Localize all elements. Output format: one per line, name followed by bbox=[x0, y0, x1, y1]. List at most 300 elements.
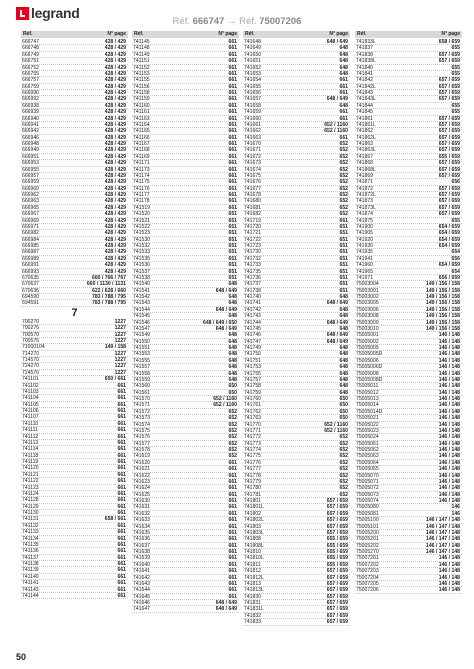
ref-cell: 741722 bbox=[244, 236, 261, 243]
page-cell: 654 / 659 bbox=[438, 236, 460, 243]
page-cell: 648 / 649 bbox=[215, 306, 237, 313]
page-title bbox=[0, 16, 474, 27]
ref-cell: 741755 bbox=[244, 370, 261, 377]
ref-cell: 741113 bbox=[22, 439, 39, 446]
page-cell: 146 / 148 bbox=[438, 364, 460, 371]
ref-cell: 714270 bbox=[22, 350, 39, 357]
page-cell: 661 bbox=[117, 535, 126, 542]
ref-cell: 75007205 bbox=[356, 580, 379, 587]
page-cell: 657 / 659 bbox=[438, 90, 460, 96]
page-cell: 428 / 429 bbox=[104, 262, 126, 269]
page-cell: 652 / 1160 bbox=[324, 121, 348, 128]
ref-cell: 666959 bbox=[22, 179, 39, 186]
ref-cell: 75007203 bbox=[356, 568, 379, 575]
page-cell: 146 / 148 bbox=[438, 357, 460, 364]
page-cell: 648 / 649 bbox=[326, 300, 348, 307]
page-cell: 661 bbox=[228, 109, 237, 116]
page-cell: 428 / 429 bbox=[104, 172, 126, 179]
page-cell: 657 / 659 bbox=[438, 83, 460, 90]
ref-cell: 666749 bbox=[22, 51, 39, 58]
ref-cell: 741156 bbox=[133, 83, 150, 90]
ref-cell: 741875 bbox=[356, 217, 373, 224]
page-cell: 146 / 148 bbox=[438, 402, 460, 409]
page-cell: 661 bbox=[117, 433, 126, 440]
ref-cell: 741174 bbox=[133, 172, 150, 179]
ref-cell: 741672 bbox=[244, 153, 261, 160]
ref-cell: 666984 bbox=[22, 236, 39, 243]
page-cell: 657 / 659 bbox=[326, 619, 348, 626]
ref-cell: 741166 bbox=[133, 134, 150, 141]
page-cell: 652 bbox=[228, 440, 237, 447]
ref-cell: 741757 bbox=[244, 376, 261, 383]
page-cell: 657 / 659 bbox=[438, 115, 460, 122]
ref-cell: 666938 bbox=[22, 102, 39, 109]
page-cell: 661 bbox=[117, 395, 126, 402]
ref-cell: 741578 bbox=[133, 447, 150, 453]
ref-cell: 741863L bbox=[356, 147, 376, 154]
ref-cell: 741163 bbox=[133, 115, 150, 122]
page-cell: 146 / 148 bbox=[438, 478, 460, 485]
ref-cell: 700270 bbox=[22, 318, 39, 325]
page-cell: 146 / 148 bbox=[438, 338, 460, 345]
page-cell: 428 / 429 bbox=[104, 90, 126, 96]
ref-cell: 741120 bbox=[22, 465, 39, 472]
page-cell: 648 / 649 / 650 bbox=[203, 319, 237, 326]
ref-cell: 741102 bbox=[22, 382, 39, 389]
ref-cell: 741868 bbox=[356, 160, 373, 167]
ref-cell: 75003004 bbox=[356, 281, 379, 288]
page-cell: 661 bbox=[228, 172, 237, 179]
ref-cell: 741123 bbox=[22, 484, 39, 491]
ref-cell: 741872L bbox=[356, 192, 376, 198]
ref-cell: 741119 bbox=[22, 459, 39, 465]
page-cell: 661 bbox=[228, 555, 237, 562]
ref-cell: 741148 bbox=[133, 45, 150, 52]
page-cell: 648 bbox=[339, 351, 348, 358]
ref-cell: 666991 bbox=[22, 262, 39, 269]
ref-cell: 75005200 bbox=[356, 529, 379, 536]
page-cell: 657 / 659 bbox=[438, 121, 460, 128]
page-cell: 652 bbox=[339, 459, 348, 466]
ref-cell: 724570 bbox=[22, 369, 39, 376]
page-cell: 651 bbox=[228, 255, 237, 262]
ref-cell: 666748 bbox=[22, 45, 39, 52]
ref-cell: 741640 bbox=[133, 561, 150, 568]
ref-cell: 741656 bbox=[244, 90, 261, 96]
page-cell: 783 / 788 / 795 bbox=[92, 294, 126, 300]
ref-cell: 700576 bbox=[22, 337, 39, 344]
ref-cell: 741547 bbox=[133, 325, 150, 332]
ref-cell: 741560 bbox=[133, 383, 150, 390]
ref-cell: 666985 bbox=[22, 243, 39, 249]
ref-cell: 741519 bbox=[133, 204, 150, 211]
page-cell: 651 bbox=[339, 243, 348, 249]
page-cell: 651 bbox=[228, 211, 237, 218]
page-cell: 654 bbox=[451, 249, 460, 256]
page-cell: 651 bbox=[339, 268, 348, 275]
ref-cell: 75007202 bbox=[356, 561, 379, 568]
page-cell: 661 bbox=[228, 64, 237, 71]
page-cell: 428 / 429 bbox=[104, 70, 126, 77]
ref-cell: 666989 bbox=[22, 255, 39, 262]
ref-cell: 741140 bbox=[22, 573, 39, 580]
page-cell: 648 bbox=[339, 325, 348, 332]
page-cell: 428 / 429 bbox=[104, 230, 126, 237]
ref-cell: 741112 bbox=[22, 433, 39, 440]
page-cell: 657 / 659 bbox=[326, 517, 348, 524]
page-cell: 428 / 429 bbox=[104, 45, 126, 52]
page-cell: 661 bbox=[117, 427, 126, 434]
ref-cell: 75005006D bbox=[356, 364, 383, 371]
ref-cell: 741831 bbox=[244, 600, 261, 606]
ref-cell: 741625 bbox=[133, 491, 150, 498]
ref-cell: 666951 bbox=[22, 153, 39, 160]
page-cell: 657 / 659 bbox=[326, 523, 348, 530]
ref-cell: 741863 bbox=[356, 141, 373, 147]
ref-cell: 741812L bbox=[244, 574, 264, 581]
page-cell: 648 / 649 bbox=[326, 96, 348, 103]
ref-cell: 75007204 bbox=[356, 574, 379, 581]
page-cell: 651 bbox=[228, 274, 237, 281]
ref-cell: 741740 bbox=[244, 294, 261, 300]
page-cell: 648 bbox=[228, 351, 237, 358]
page-cell: 428 / 429 bbox=[104, 115, 126, 122]
page-cell: 661 bbox=[228, 102, 237, 109]
ref-cell: 666955 bbox=[22, 166, 39, 173]
page-cell: 428 / 429 bbox=[104, 255, 126, 262]
ref-cell: 741874 bbox=[356, 211, 373, 218]
page-cell: 652 bbox=[339, 166, 348, 173]
page-cell: 648 bbox=[228, 370, 237, 377]
ref-cell: 75005024 bbox=[356, 434, 379, 441]
ref-cell: 741659 bbox=[244, 109, 261, 116]
page-cell: 657 / 659 bbox=[326, 580, 348, 587]
ref-cell: 741164 bbox=[133, 121, 150, 128]
page-cell: 661 bbox=[228, 45, 237, 52]
page-cell: 648 bbox=[339, 357, 348, 364]
page-cell: 655 bbox=[451, 102, 460, 109]
page-cell: 652 bbox=[339, 472, 348, 479]
ref-cell: 741155 bbox=[133, 77, 150, 84]
page-cell: 655 bbox=[451, 45, 460, 52]
ref-cell: 75005101 bbox=[356, 523, 379, 530]
page-cell: 657 / 659 bbox=[326, 504, 348, 511]
page-cell: 146 / 148 bbox=[438, 459, 460, 466]
ref-cell: 741681 bbox=[244, 204, 261, 211]
page-cell: 428 / 429 bbox=[104, 83, 126, 90]
ref-cell: 741753 bbox=[244, 364, 261, 371]
ref-cell: 741648 bbox=[244, 39, 261, 45]
ref-cell: 741723 bbox=[244, 243, 261, 249]
page-cell: 146 / 148 bbox=[438, 491, 460, 498]
page-cell: 651 bbox=[339, 274, 348, 281]
ref-cell: 75003006 bbox=[356, 306, 379, 313]
page-cell: 648 / 649 bbox=[326, 39, 348, 45]
ref-cell: 666953 bbox=[22, 160, 39, 167]
ref-cell: 741178 bbox=[133, 198, 150, 205]
ref-cell: 741641 bbox=[133, 568, 150, 575]
page-cell: 146 / 148 bbox=[438, 421, 460, 428]
page-cell: 648 bbox=[339, 313, 348, 320]
ref-cell: 75005201 bbox=[356, 536, 379, 543]
page-cell: 661 bbox=[117, 382, 126, 389]
header-page: N° page bbox=[107, 31, 126, 37]
ref-cell: 741104 bbox=[22, 395, 39, 402]
ref-cell: 741779 bbox=[244, 478, 261, 485]
page-cell: 428 / 429 bbox=[104, 185, 126, 192]
table-row bbox=[21, 300, 128, 306]
page-cell: 661 bbox=[117, 586, 126, 593]
page-cell: 657 / 659 bbox=[438, 147, 460, 154]
ref-cell: 666948 bbox=[22, 141, 39, 147]
ref-cell: 741537 bbox=[133, 268, 150, 275]
page-cell: 657 / 659 bbox=[438, 185, 460, 192]
page-cell: 648 / 649 bbox=[326, 332, 348, 339]
ref-cell: 741546 bbox=[133, 319, 150, 326]
ref-cell: 741862L bbox=[356, 134, 376, 141]
ref-cell: 741763 bbox=[244, 415, 261, 422]
section-heading: 7 bbox=[71, 306, 78, 319]
page-cell: 661 bbox=[228, 561, 237, 568]
page-cell: 651 bbox=[228, 217, 237, 224]
ref-cell: 741110 bbox=[22, 420, 39, 427]
ref-cell: 741657 bbox=[244, 96, 261, 103]
ref-cell: 75003008 bbox=[356, 313, 379, 320]
ref-cell: 741134 bbox=[22, 535, 39, 542]
page-cell: 146 / 148 bbox=[438, 383, 460, 390]
page-cell: 1227 bbox=[114, 369, 126, 376]
page-cell: 661 bbox=[117, 573, 126, 580]
page-cell: 648 bbox=[339, 45, 348, 52]
ref-cell: 741653 bbox=[244, 70, 261, 77]
ref-cell: 694590 bbox=[22, 294, 39, 300]
ref-cell: 741736 bbox=[244, 274, 261, 281]
page-cell: 657 / 659 bbox=[438, 134, 460, 141]
ref-cell: 741521 bbox=[133, 217, 150, 224]
ref-cell: 741532 bbox=[133, 243, 150, 249]
page-cell: 146 / 148 bbox=[438, 555, 460, 562]
ref-cell: 741101 bbox=[22, 376, 39, 383]
ref-cell: 741873 bbox=[356, 198, 373, 205]
table-column bbox=[132, 31, 239, 613]
page-cell: 661 bbox=[117, 408, 126, 414]
page-cell: 652 bbox=[228, 434, 237, 441]
page-cell: 654 / 659 bbox=[438, 223, 460, 230]
ref-cell: 670637 bbox=[22, 281, 39, 288]
page-cell: 146 / 148 bbox=[438, 415, 460, 422]
table-header bbox=[243, 31, 350, 38]
page-cell: 656 / 659 bbox=[438, 274, 460, 281]
page-cell: 648 bbox=[339, 58, 348, 65]
table-column bbox=[355, 31, 462, 594]
ref-cell: 666949 bbox=[22, 147, 39, 154]
page-cell: 661 bbox=[228, 115, 237, 122]
ref-cell: 741533 bbox=[133, 249, 150, 256]
ref-cell: 741771 bbox=[244, 427, 261, 434]
page-cell: 1227 bbox=[114, 318, 126, 325]
page-cell: 648 bbox=[339, 64, 348, 71]
page-cell: 652 bbox=[339, 141, 348, 147]
ref-cell: 741574 bbox=[133, 421, 150, 428]
page-cell: 146 / 148 bbox=[438, 561, 460, 568]
page-cell: 661 bbox=[117, 592, 126, 599]
page-cell: 648 bbox=[339, 51, 348, 58]
ref-cell: 741149 bbox=[133, 51, 150, 58]
ref-cell: 741167 bbox=[133, 141, 150, 147]
page-cell: 661 bbox=[117, 541, 126, 548]
page-cell: 652 bbox=[228, 453, 237, 460]
ref-cell: 741661 bbox=[244, 121, 261, 128]
ref-cell: 75003002 bbox=[356, 294, 379, 300]
ref-cell: 741643 bbox=[133, 580, 150, 587]
ref-cell: 71000104 bbox=[22, 344, 45, 351]
page-cell: 146 / 148 bbox=[438, 440, 460, 447]
page-cell: 648 bbox=[339, 294, 348, 300]
page-cell: 652 bbox=[339, 453, 348, 460]
ref-cell: 741801L bbox=[244, 504, 264, 511]
page-cell: 428 / 429 bbox=[104, 96, 126, 103]
ref-cell: 75007201 bbox=[356, 555, 379, 562]
ref-cell: 741647 bbox=[133, 606, 150, 613]
ref-cell: 741111 bbox=[22, 427, 38, 434]
ref-cell: 741637 bbox=[133, 542, 150, 549]
page-cell: 661 bbox=[228, 204, 237, 211]
ref-cell: 75005073 bbox=[356, 491, 379, 498]
ref-cell: 741173 bbox=[133, 166, 150, 173]
page-cell: 660 / 766 / 767 bbox=[92, 274, 126, 281]
ref-cell: 741542 bbox=[133, 294, 150, 300]
ref-cell: 75005001 bbox=[356, 332, 379, 339]
page-cell: 648 bbox=[228, 364, 237, 371]
page-cell: 661 bbox=[117, 484, 126, 491]
ref-cell: 741152 bbox=[133, 64, 150, 71]
ref-cell: 666965 bbox=[22, 204, 39, 211]
page-cell: 428 / 429 bbox=[104, 192, 126, 198]
page-cell: 661 bbox=[117, 561, 126, 567]
page-cell: 661 bbox=[228, 517, 237, 524]
page-cell: 652 bbox=[339, 485, 348, 492]
ref-cell: 670635 bbox=[22, 274, 39, 281]
page-cell: 657 / 659 bbox=[438, 211, 460, 218]
ref-cell: 741802L bbox=[244, 517, 264, 524]
ref-cell: 741630 bbox=[133, 498, 150, 504]
page-cell: 661 bbox=[228, 485, 237, 492]
ref-cell: 75005100 bbox=[356, 517, 379, 524]
page-cell: 661 bbox=[228, 459, 237, 466]
table-row bbox=[132, 606, 239, 612]
ref-cell: 741634 bbox=[133, 523, 150, 530]
ref-cell: 741742 bbox=[244, 306, 261, 313]
ref-cell: 741649 bbox=[244, 45, 261, 52]
page-cell: 428 / 429 bbox=[104, 243, 126, 249]
page-cell: 652 bbox=[228, 408, 237, 415]
page-cell: 661 bbox=[228, 478, 237, 485]
page-cell: 651 bbox=[339, 223, 348, 230]
ref-cell: 741935 bbox=[356, 249, 373, 256]
title-prefix: Réf. bbox=[172, 16, 193, 27]
page-cell: 146 / 148 bbox=[438, 376, 460, 383]
ref-cell: 741633 bbox=[133, 517, 150, 524]
ref-cell: 741810L bbox=[244, 555, 264, 562]
ref-cell: 741572 bbox=[133, 408, 150, 415]
page-cell: 650 bbox=[339, 408, 348, 415]
page-cell: 650 bbox=[228, 383, 237, 390]
ref-cell: 741778 bbox=[244, 472, 261, 479]
ref-cell: 741801 bbox=[244, 498, 261, 504]
ref-cell: 75005014 bbox=[356, 402, 379, 409]
page-cell: 146 / 148 bbox=[438, 574, 460, 581]
page-cell: 661 bbox=[117, 452, 126, 459]
page-cell: 648 / 649 bbox=[326, 319, 348, 326]
page-cell: 652 bbox=[339, 440, 348, 447]
page-cell: 661 bbox=[228, 90, 237, 96]
page-cell: 651 bbox=[339, 230, 348, 237]
ref-cell: 666987 bbox=[22, 249, 39, 256]
ref-cell: 741871 bbox=[356, 179, 373, 186]
ref-cell: 741103 bbox=[22, 388, 39, 395]
page-cell: 651 bbox=[339, 236, 348, 243]
page-cell: 651 bbox=[228, 230, 237, 237]
ref-cell: 741145 bbox=[133, 39, 150, 45]
ref-cell: 741131 bbox=[22, 516, 39, 523]
page-cell: 661 bbox=[339, 77, 348, 84]
ref-cell: 741555 bbox=[133, 357, 150, 364]
table-header bbox=[132, 31, 239, 38]
page-cell: 661 bbox=[228, 39, 237, 45]
page-cell: 661 bbox=[117, 471, 126, 478]
ref-cell: 741138 bbox=[22, 561, 39, 567]
ref-cell: 741744 bbox=[244, 319, 261, 326]
ref-cell: 75005006 bbox=[356, 357, 379, 364]
page-cell: 661 bbox=[117, 401, 126, 408]
page-cell: 661 bbox=[117, 420, 126, 427]
ref-cell: 741732 bbox=[244, 255, 261, 262]
ref-cell: 741678 bbox=[244, 192, 261, 198]
page-cell: 658 / 661 bbox=[104, 516, 126, 523]
ref-cell: 741730 bbox=[244, 249, 261, 256]
ref-cell: 741573 bbox=[133, 415, 150, 422]
ref-cell: 741869 bbox=[356, 172, 373, 179]
ref-cell: 741674 bbox=[244, 166, 261, 173]
ref-cell: 666960 bbox=[22, 185, 39, 192]
ref-cell: 741733 bbox=[244, 262, 261, 269]
page-cell: 146 bbox=[451, 504, 460, 511]
page-cell: 1227 bbox=[114, 331, 126, 338]
page-cell: 661 bbox=[117, 580, 126, 587]
page-cell: 656 bbox=[451, 255, 460, 262]
page-cell: 146 / 148 bbox=[438, 498, 460, 504]
ref-cell: 741677 bbox=[244, 185, 261, 192]
ref-cell: 666992 bbox=[22, 96, 39, 103]
ref-cell: 741837 bbox=[356, 45, 373, 52]
ref-cell: 741635 bbox=[133, 529, 150, 536]
ref-cell: 741639 bbox=[133, 555, 150, 562]
page-cell: 661 bbox=[228, 77, 237, 84]
page-cell: 651 bbox=[339, 249, 348, 256]
ref-cell: 741965 bbox=[356, 268, 373, 275]
page-cell: 428 / 429 bbox=[104, 211, 126, 218]
ref-cell: 666755 bbox=[22, 70, 39, 77]
page-cell: 657 / 659 bbox=[438, 204, 460, 211]
page-cell: 661 bbox=[228, 121, 237, 128]
page-cell: 652 bbox=[339, 153, 348, 160]
page-cell: 657 / 659 bbox=[438, 192, 460, 198]
ref-cell: 741802 bbox=[244, 510, 261, 517]
ref-cell: 741831L bbox=[244, 606, 264, 613]
ref-cell: 75005021 bbox=[356, 415, 379, 422]
page-cell: 146 / 148 bbox=[438, 472, 460, 479]
ref-cell: 741549 bbox=[133, 332, 150, 339]
